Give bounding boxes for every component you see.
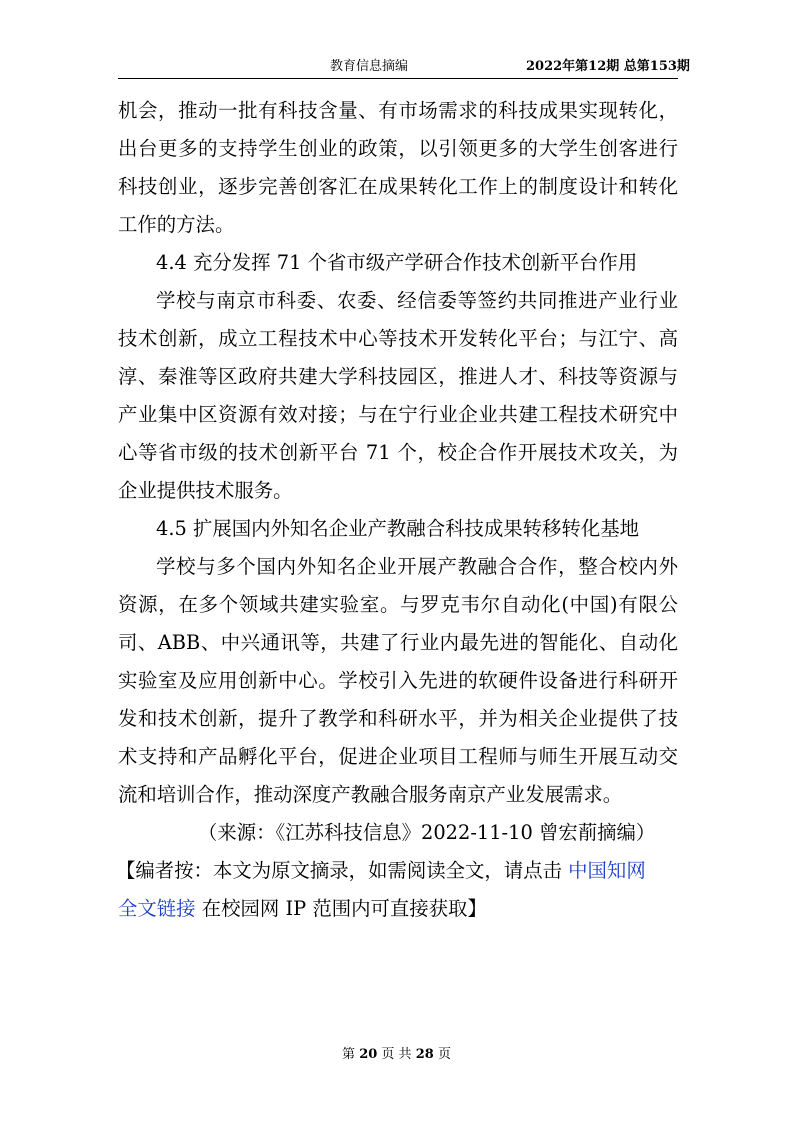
fulltext-link[interactable]: 全文链接 <box>118 897 196 920</box>
body-line: 术支持和产品孵化平台，促进企业项目工程师与师生开展互动交 <box>118 745 678 768</box>
body-line: 发和技术创新，提升了教学和科研水平，并为相关企业提供了技 <box>118 707 678 730</box>
body-line: 学校与南京市科委、农委、经信委等签约共同推进产业行业 <box>156 289 678 312</box>
editor-note-cont <box>118 894 487 924</box>
editor-note-prefix: 【编者按：本文为原文摘录，如需阅读全文，请点击 <box>116 859 569 882</box>
page-footer <box>0 1043 793 1062</box>
cnki-link[interactable]: 中国知网 <box>568 859 646 882</box>
body-line: 工作的方法。 <box>118 213 235 236</box>
header-rule <box>118 78 678 79</box>
body-line: 技术创新，成立工程技术中心等技术开发转化平台；与江宁、高 <box>118 327 678 350</box>
page-header <box>0 55 793 77</box>
body-line: 企业提供技术服务。 <box>118 479 293 502</box>
total-pages: 28 <box>415 1047 434 1062</box>
issue-number: 2022年第12期 总第153期 <box>526 59 690 74</box>
editor-note <box>116 856 646 886</box>
footer-label-mid: 页 共 <box>381 1047 412 1062</box>
body-line: 司、ABB、中兴通讯等，共建了行业内最先进的智能化、自动化 <box>118 631 678 654</box>
body-line: 出台更多的支持学生创业的政策，以引领更多的大学生创客进行 <box>118 137 678 160</box>
body-line: 学校与多个国内外知名企业开展产教融合合作，整合校内外 <box>156 555 678 578</box>
body-line: 心等省市级的技术创新平台 71 个，校企合作开展技术攻关，为 <box>118 441 678 464</box>
body-line: 产业集中区资源有效对接；与在宁行业企业共建工程技术研究中 <box>118 403 678 426</box>
page-number: 20 <box>359 1047 378 1062</box>
body-line: 实验室及应用创新中心。学校引入先进的软硬件设备进行科研开 <box>118 669 678 692</box>
journal-title: 教育信息摘编 <box>330 59 409 74</box>
body-line: 流和培训合作，推动深度产教融合服务南京产业发展需求。 <box>118 783 623 806</box>
body-line: 淳、秦淮等区政府共建大学科技园区，推进人才、科技等资源与 <box>118 365 678 388</box>
footer-label-page: 第 <box>342 1047 356 1062</box>
body-line: 资源，在多个领域共建实验室。与罗克韦尔自动化(中国)有限公 <box>118 593 678 616</box>
section-heading: 4.4 充分发挥 71 个省市级产学研合作技术创新平台作用 <box>156 251 638 274</box>
editor-note-suffix: 在校园网 IP 范围内可直接获取】 <box>195 897 487 920</box>
body-line: 机会，推动一批有科技含量、有市场需求的科技成果实现转化， <box>118 99 678 122</box>
source-citation: （来源：《江苏科技信息》2022-11-10 曾宏萷摘编） <box>198 821 656 844</box>
footer-label-end: 页 <box>437 1047 451 1062</box>
body-line: 科技创业，逐步完善创客汇在成果转化工作上的制度设计和转化 <box>118 175 678 198</box>
section-heading: 4.5 扩展国内外知名企业产教融合科技成果转移转化基地 <box>156 517 639 540</box>
